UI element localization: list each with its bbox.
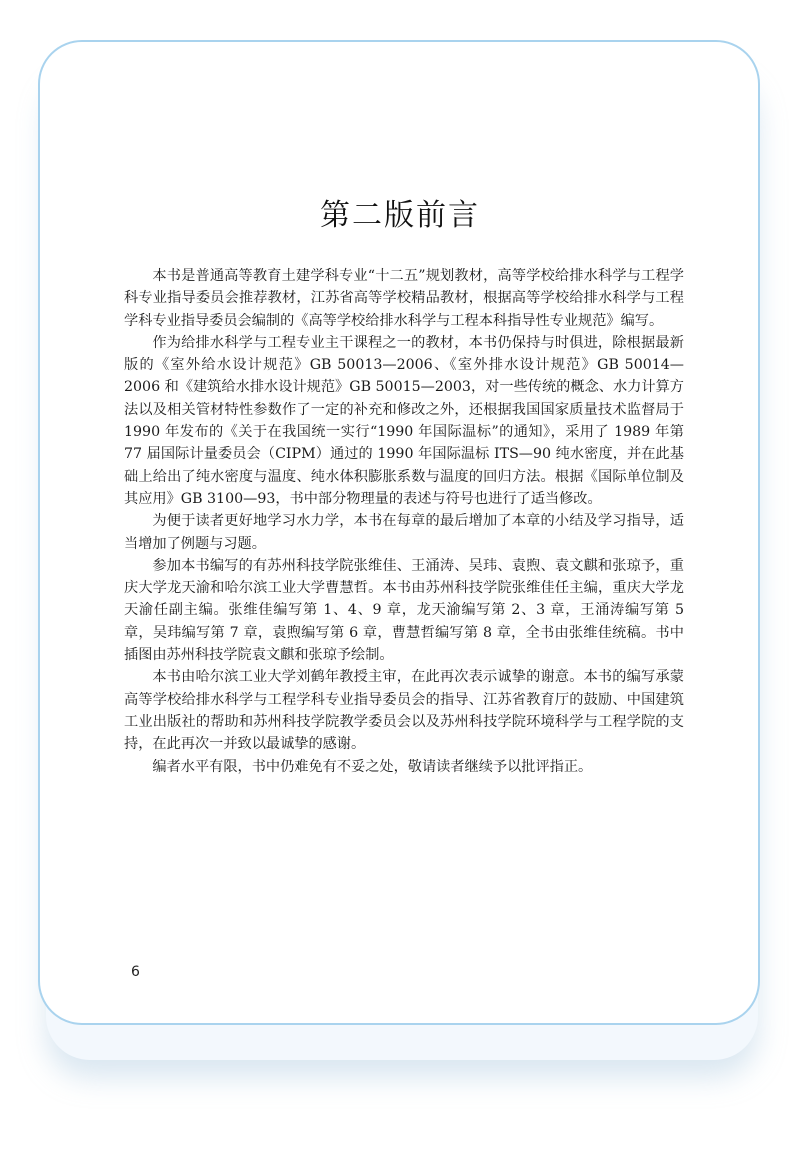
page-number: 6 <box>131 964 140 980</box>
paragraph-intro: 本书是普通高等教育土建学科专业“十二五”规划教材，高等学校给排水科学与工程学科专业指导委员会推荐教材，江苏省高等学校精品教材，根据高等学校给排水科学与工程学科专业指导委员会编制的《高等学校给排水科学与工程本科指导性专业规范》编写。 <box>124 268 684 329</box>
paragraph-acknowledgements: 本书由哈尔滨工业大学刘鹤年教授主审，在此再次表示诚挚的谢意。本书的编写承蒙高等学校给排水科学与工程学科专业指导委员会的指导、江苏省教育厅的鼓励、中国建筑工业出版社的帮助和苏州科技学院教学委员会以及苏州科技学院环境科学与工程学院的支持，在此再次一并致以最诚挚的感谢。 <box>124 669 684 753</box>
preface-body <box>124 265 684 778</box>
paragraph-authors: 参加本书编写的有苏州科技学院张维佳、王涌涛、吴玮、袁煦、袁文麒和张琼予，重庆大学龙天渝和哈尔滨工业大学曹慧哲。本书由苏州科技学院张维佳任主编，重庆大学龙天渝任副主编。张维佳编写第 1、4、9 章，龙天渝编写第 2、3 章，王涌涛编写第 5 章，吴玮编写第 7 章，袁煦编写第 6 章，曹慧哲编写第 8 章，全书由张维佳统稿。书中插图由苏州科技学院袁文麒和张琼予绘制。 <box>124 557 684 664</box>
paragraph-learning-aids: 为便于读者更好地学习水力学，本书在每章的最后增加了本章的小结及学习指导，适当增加了例题与习题。 <box>124 513 684 552</box>
paragraph-closing: 编者水平有限，书中仍难免有不妥之处，敬请读者继续予以批评指正。 <box>152 758 593 775</box>
page-title: 第二版前言 <box>320 198 480 233</box>
paragraph-standards: 作为给排水科学与工程专业主干课程之一的教材，本书仍保持与时俱进，除根据最新版的《室外给水设计规范》GB 50013—2006、《室外排水设计规范》GB 50014—2006 和《建筑给水排水设计规范》GB 50015—2003，对一些传统的概念、水力计算方法以及相关管材特性参数作了一定的补充和修改之外，还根据我国国家质量技术监督局于 1990 年发布的《关于在我国统一实行“1990 年国际温标”的通知》，采用了 1989 年第 77 届国际计量委员会（CIPM）通过的 1990 年国际温标 ITS—90 纯水密度，并在此基础上给出了纯水密度与温度、纯水体积膨胀系数与温度的回归方法。根据《国际单位制及其应用》GB 3100—93，书中部分物理量的表述与符号也进行了适当修改。 <box>124 334 684 507</box>
